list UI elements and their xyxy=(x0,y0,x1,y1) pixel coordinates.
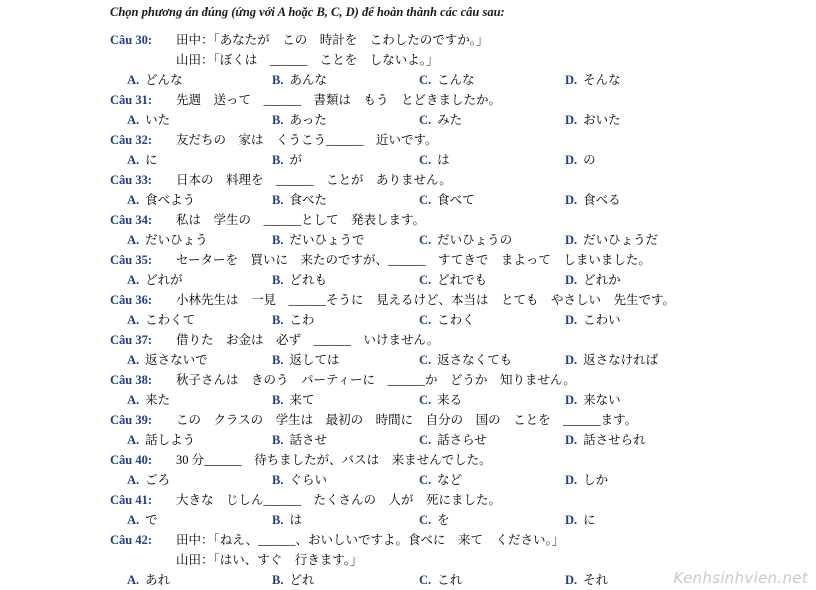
option-a xyxy=(127,570,170,590)
option-letter: B. xyxy=(272,73,284,87)
option-text: だいひょうで xyxy=(289,233,365,247)
question-number: Câu 30: xyxy=(110,33,153,47)
option-c xyxy=(419,310,475,330)
option-text: どれでも xyxy=(437,273,488,287)
question-line xyxy=(0,410,816,430)
option-text: 話させ xyxy=(289,433,327,447)
option-text: は xyxy=(289,513,302,527)
option-text: 返さなくても xyxy=(437,353,513,367)
option-c xyxy=(419,350,512,370)
option-b xyxy=(272,270,327,290)
option-text: に xyxy=(583,513,596,527)
option-c xyxy=(419,190,475,210)
option-text: おいた xyxy=(583,113,621,127)
question-number: Câu 33: xyxy=(110,173,153,187)
option-a xyxy=(127,230,208,250)
options-row xyxy=(0,510,816,530)
option-text: 話させられ xyxy=(583,433,646,447)
option-a xyxy=(127,190,195,210)
option-text: 来て xyxy=(289,393,315,407)
option-a xyxy=(127,510,158,530)
option-c xyxy=(419,390,462,410)
option-letter: B. xyxy=(272,193,284,207)
question-text: 日本の 料理を ______ ことが ありません。 xyxy=(176,173,452,187)
option-text: ごろ xyxy=(145,473,171,487)
option-c xyxy=(419,230,512,250)
option-letter: C. xyxy=(419,273,432,287)
question-text: 田中：「ねえ、______、おいしいですよ。食べに 来て ください。」 xyxy=(176,533,565,547)
question-line xyxy=(0,530,816,550)
option-text: に xyxy=(145,153,158,167)
option-a xyxy=(127,470,170,490)
option-letter: B. xyxy=(272,153,284,167)
option-a xyxy=(127,350,208,370)
option-d xyxy=(565,70,621,90)
option-letter: A. xyxy=(127,433,140,447)
option-text: 返しては xyxy=(289,353,340,367)
option-text: 食べよう xyxy=(145,193,196,207)
option-letter: C. xyxy=(419,573,432,587)
question-line xyxy=(0,90,816,110)
option-d xyxy=(565,310,621,330)
question-number: Câu 36: xyxy=(110,293,153,307)
options-row xyxy=(0,390,816,410)
option-text: が xyxy=(289,153,302,167)
option-text: だいひょうの xyxy=(437,233,513,247)
option-c xyxy=(419,270,487,290)
options-row xyxy=(0,230,816,250)
question-text: 30 分______ 待ちましたが、バスは 来ませんでした。 xyxy=(176,453,492,467)
option-text: あれ xyxy=(145,573,171,587)
option-text: どれか xyxy=(583,273,621,287)
option-text: あんな xyxy=(289,73,327,87)
option-letter: D. xyxy=(565,353,578,367)
option-letter: D. xyxy=(565,273,578,287)
option-text: しか xyxy=(583,473,609,487)
option-text: これ xyxy=(437,573,463,587)
options-row xyxy=(0,470,816,490)
option-letter: B. xyxy=(272,113,284,127)
question-line xyxy=(0,370,816,390)
option-letter: D. xyxy=(565,573,578,587)
option-d xyxy=(565,230,658,250)
question-text: 小林先生は 一見 ______そうに 見えるけど、本当は とても やさしい 先生です。 xyxy=(176,293,676,307)
option-text: こわくて xyxy=(145,313,196,327)
option-letter: C. xyxy=(419,193,432,207)
option-b xyxy=(272,310,314,330)
question-text: 私は 学生の ______として 発表します。 xyxy=(176,213,426,227)
option-text: どれが xyxy=(145,273,183,287)
question-number: Câu 34: xyxy=(110,213,153,227)
option-letter: A. xyxy=(127,153,140,167)
question-line xyxy=(0,130,816,150)
option-text: 返さなければ xyxy=(583,353,659,367)
option-letter: A. xyxy=(127,513,140,527)
option-a xyxy=(127,430,195,450)
option-letter: A. xyxy=(127,113,140,127)
option-text: あった xyxy=(289,113,327,127)
option-letter: C. xyxy=(419,313,432,327)
option-text: 返さないで xyxy=(145,353,208,367)
option-letter: D. xyxy=(565,393,578,407)
options-row xyxy=(0,430,816,450)
option-letter: D. xyxy=(565,473,578,487)
option-letter: C. xyxy=(419,473,432,487)
option-letter: A. xyxy=(127,473,140,487)
option-b xyxy=(272,570,314,590)
option-text: どんな xyxy=(145,73,183,87)
option-text: 食べる xyxy=(583,193,621,207)
option-letter: B. xyxy=(272,473,284,487)
option-a xyxy=(127,150,158,170)
option-letter: C. xyxy=(419,433,432,447)
option-letter: A. xyxy=(127,313,140,327)
option-letter: D. xyxy=(565,73,578,87)
option-letter: A. xyxy=(127,393,140,407)
question-text: 友だちの 家は くうこう______ 近いです。 xyxy=(176,133,438,147)
option-b xyxy=(272,470,327,490)
option-d xyxy=(565,270,621,290)
option-c xyxy=(419,110,462,130)
option-letter: B. xyxy=(272,313,284,327)
option-letter: B. xyxy=(272,353,284,367)
option-a xyxy=(127,390,170,410)
option-text: 食べて xyxy=(437,193,475,207)
option-b xyxy=(272,190,327,210)
option-text: こわい xyxy=(583,313,621,327)
question-text: 田中：「あなたが この 時計を こわしたのですか。」 xyxy=(176,33,489,47)
option-b xyxy=(272,390,314,410)
option-text: の xyxy=(583,153,596,167)
option-letter: A. xyxy=(127,73,140,87)
question-line-continued xyxy=(0,50,816,70)
question-text: 山田：「ぼくは ______ ことを しないよ。」 xyxy=(176,53,439,67)
option-text: それ xyxy=(583,573,609,587)
options-row xyxy=(0,310,816,330)
question-line xyxy=(0,250,816,270)
question-text: 借りた お金は 必ず ______ いけません。 xyxy=(176,333,440,347)
option-text: 来る xyxy=(437,393,463,407)
option-d xyxy=(565,350,658,370)
option-b xyxy=(272,350,339,370)
option-letter: B. xyxy=(272,393,284,407)
option-letter: D. xyxy=(565,193,578,207)
option-text: どれ xyxy=(289,573,315,587)
option-letter: A. xyxy=(127,573,140,587)
option-a xyxy=(127,270,183,290)
option-d xyxy=(565,470,608,490)
option-letter: B. xyxy=(272,233,284,247)
option-c xyxy=(419,70,475,90)
option-letter: C. xyxy=(419,153,432,167)
options-row xyxy=(0,150,816,170)
option-letter: D. xyxy=(565,233,578,247)
option-letter: A. xyxy=(127,353,140,367)
option-letter: D. xyxy=(565,113,578,127)
question-number: Câu 41: xyxy=(110,493,153,507)
option-letter: C. xyxy=(419,353,432,367)
option-text: を xyxy=(437,513,450,527)
option-letter: A. xyxy=(127,193,140,207)
option-letter: B. xyxy=(272,273,284,287)
option-letter: B. xyxy=(272,433,284,447)
question-line xyxy=(0,170,816,190)
option-b xyxy=(272,230,364,250)
option-c xyxy=(419,430,487,450)
options-row xyxy=(0,110,816,130)
option-b xyxy=(272,70,327,90)
question-text: この クラスの 学生は 最初の 時間に 自分の 国の ことを ______ます。 xyxy=(176,413,638,427)
option-d xyxy=(565,390,621,410)
instruction: Chọn phương án đúng (ứng với A hoặc B, C, D) để hoàn thành các câu sau: xyxy=(110,5,505,19)
option-text: そんな xyxy=(583,73,621,87)
option-d xyxy=(565,190,621,210)
question-line xyxy=(0,490,816,510)
option-letter: B. xyxy=(272,513,284,527)
option-d xyxy=(565,570,608,590)
option-text: みた xyxy=(437,113,463,127)
option-b xyxy=(272,150,302,170)
option-c xyxy=(419,150,450,170)
question-line xyxy=(0,290,816,310)
option-d xyxy=(565,510,596,530)
option-text: など xyxy=(437,473,463,487)
option-text: こわく xyxy=(437,313,475,327)
option-text: で xyxy=(145,513,158,527)
options-row xyxy=(0,350,816,370)
option-letter: C. xyxy=(419,233,432,247)
options-row xyxy=(0,70,816,90)
option-letter: D. xyxy=(565,513,578,527)
option-a xyxy=(127,310,195,330)
option-c xyxy=(419,470,462,490)
question-number: Câu 38: xyxy=(110,373,153,387)
option-text: だいひょうだ xyxy=(583,233,659,247)
question-line xyxy=(0,450,816,470)
option-letter: D. xyxy=(565,313,578,327)
option-letter: A. xyxy=(127,273,140,287)
question-line xyxy=(0,330,816,350)
option-letter: C. xyxy=(419,393,432,407)
option-c xyxy=(419,570,462,590)
question-line-continued xyxy=(0,550,816,570)
option-text: 来た xyxy=(145,393,171,407)
option-d xyxy=(565,150,596,170)
option-a xyxy=(127,70,183,90)
question-text: 大きな じしん______ たくさんの 人が 死にました。 xyxy=(176,493,502,507)
question-text: 先週 送って ______ 書類は もう とどきましたか。 xyxy=(176,93,502,107)
option-text: いた xyxy=(145,113,171,127)
option-a xyxy=(127,110,170,130)
option-letter: D. xyxy=(565,433,578,447)
question-text: 山田：「はい、すぐ 行きます。」 xyxy=(176,553,363,567)
option-b xyxy=(272,510,302,530)
question-number: Câu 39: xyxy=(110,413,153,427)
question-number: Câu 31: xyxy=(110,93,153,107)
question-number: Câu 35: xyxy=(110,253,153,267)
option-b xyxy=(272,110,327,130)
option-text: こわ xyxy=(289,313,315,327)
option-text: 食べた xyxy=(289,193,327,207)
options-row xyxy=(0,190,816,210)
question-number: Câu 40: xyxy=(110,453,153,467)
option-letter: D. xyxy=(565,153,578,167)
option-c xyxy=(419,510,450,530)
option-b xyxy=(272,430,327,450)
option-letter: C. xyxy=(419,513,432,527)
question-text: セーターを 買いに 来たのですが、______ すてきで まよって しまいました。 xyxy=(176,253,651,267)
question-line xyxy=(0,30,816,50)
question-number: Câu 42: xyxy=(110,533,153,547)
question-number: Câu 37: xyxy=(110,333,153,347)
option-text: こんな xyxy=(437,73,475,87)
option-letter: B. xyxy=(272,573,284,587)
option-text: 話しよう xyxy=(145,433,196,447)
option-d xyxy=(565,110,621,130)
option-letter: C. xyxy=(419,73,432,87)
question-number: Câu 32: xyxy=(110,133,153,147)
option-letter: C. xyxy=(419,113,432,127)
question-line xyxy=(0,210,816,230)
question-text: 秋子さんは きのう パーティーに ______か どうか 知りません。 xyxy=(176,373,576,387)
option-d xyxy=(565,430,646,450)
option-text: ぐらい xyxy=(289,473,327,487)
watermark: Kenhsinhvien.net xyxy=(673,569,808,587)
option-text: どれも xyxy=(289,273,327,287)
option-text: だいひょう xyxy=(145,233,208,247)
option-text: 話さらせ xyxy=(437,433,487,447)
option-text: 来ない xyxy=(583,393,621,407)
option-letter: A. xyxy=(127,233,140,247)
options-row xyxy=(0,270,816,290)
option-text: は xyxy=(437,153,450,167)
